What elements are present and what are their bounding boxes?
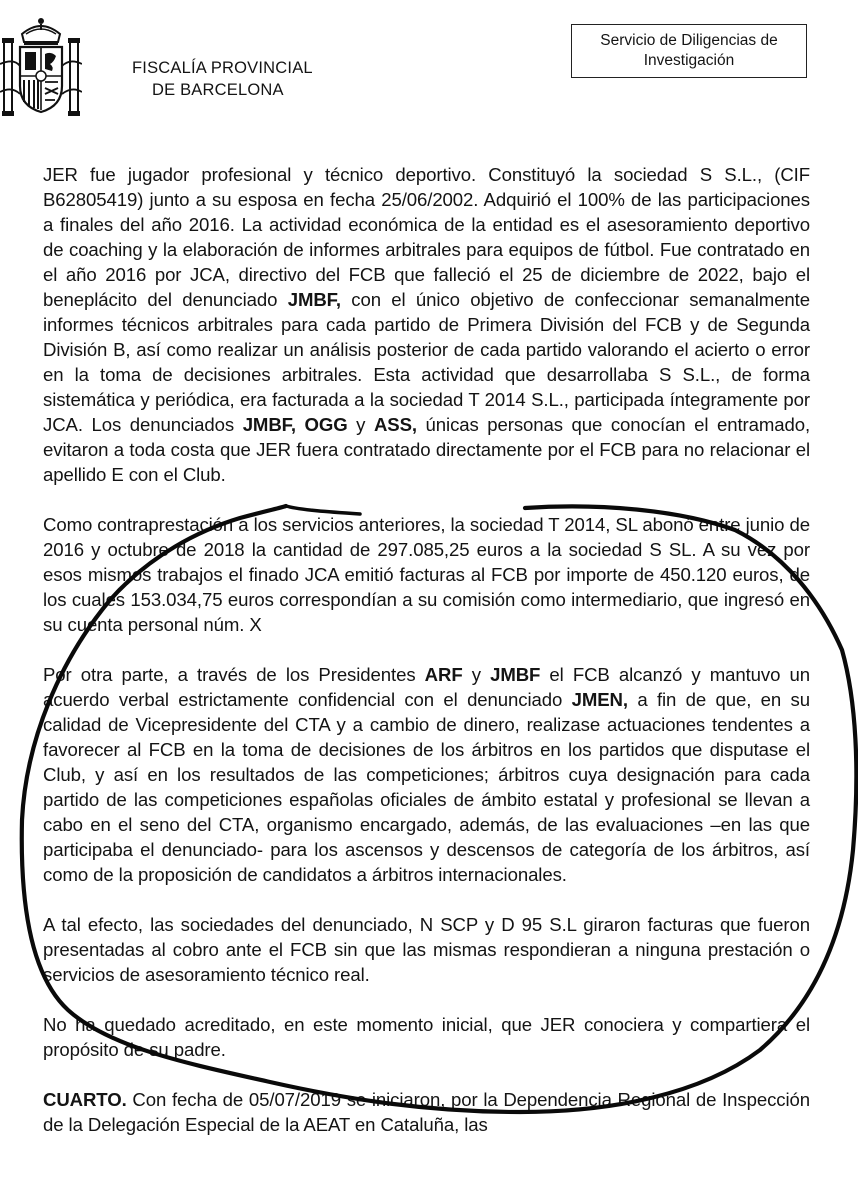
service-line-1: Servicio de Diligencias de [600, 32, 778, 49]
coat-of-arms-icon [0, 14, 82, 122]
text-segment: el FCB alcanzó y mantuvo un acuerdo verbal estrictamente confidencial con el denunciado [43, 664, 810, 710]
bold-text-segment: JMEN, [571, 689, 628, 710]
bold-text-segment: ASS, [373, 414, 417, 435]
text-segment: Por otra parte, a través de los Presidentes [43, 664, 425, 685]
office-line-1: FISCALÍA PROVINCIAL [132, 59, 313, 77]
document-body [43, 162, 810, 1162]
text-segment: No ha quedado acreditado, en este momento inicial, que JER conociera y compartiera el propósito de su padre. [43, 1014, 810, 1060]
office-line-2: DE BARCELONA [152, 81, 284, 99]
text-segment: y [462, 664, 491, 685]
service-line-2: Investigación [643, 52, 735, 69]
bold-text-segment: JMBF [490, 664, 541, 685]
body-paragraph [43, 662, 810, 887]
bold-text-segment: JMBF, [287, 289, 341, 310]
text-segment: únicas personas que conocían el entramado, evitaron a toda costa que JER fuera contratado directamente por el FCB para no relacionar el apellido E con el Club. [43, 414, 811, 485]
text-segment: a fin de que, en su calidad de Vicepresidente del CTA y a cambio de dinero, realizase actuaciones tendentes a favorecer al FCB en la toma de decisiones de los árbitros en los partidos que disputase el Club, y así en los resultados de las competiciones; árbitros cuya designación para cada partido de las competiciones españolas oficiales de ámbito estatal y profesional se llevan a cabo en el seno del CTA, organismo encargado, además, de las evaluaciones –en las que participaba el denunciado- para los ascensos y descensos de categoría de los árbitros, así como de la proposición de candidatos a árbitros internacionales. [43, 689, 810, 885]
text-segment: A tal efecto, las sociedades del denunciado, N SCP y D 95 S.L giraron facturas que fueron presentadas al cobro ante el FCB sin que las mismas respondieran a ninguna prestación o servicios de asesoramiento técnico real. [43, 914, 810, 985]
bold-text-segment: JMBF, OGG [242, 414, 348, 435]
service-box [571, 24, 807, 78]
text-segment: JER fue jugador profesional y técnico deportivo. Constituyó la sociedad S S.L., (CIF B62805419) junto a su esposa en fecha 25/06/2002. Adquirió el 100% de las participaciones a finales del año 2016. La actividad económica de la entidad es el asesoramiento deportivo de coaching y la elaboración de informes arbitrales para equipos de fútbol. Fue contratado en el año 2016 por JCA, directivo del FCB que falleció el 25 de diciembre de 2022, bajo el beneplácito del denunciado [43, 164, 810, 310]
body-paragraph [43, 512, 810, 637]
text-segment: Como contraprestación a los servicios anteriores, la sociedad T 2014, SL abonó entre junio de 2016 y octubre de 2018 la cantidad de 297.085,25 euros a la sociedad S SL. A su vez por esos mismos trabajos el finado JCA emitió facturas al FCB por importe de 450.120 euros, de los cuales 153.034,75 euros correspondían a su comisión como intermediario, que ingresó en su cuenta personal núm. X [43, 514, 810, 635]
body-paragraph [43, 162, 810, 487]
text-segment: con el único objetivo de confeccionar semanalmente informes técnicos arbitrales para cada partido de Primera División del FCB y de Segunda División B, así como realizar un análisis posterior de cada partido valorando el acierto o error en la toma de decisiones arbitrales. Esta actividad que desarrollaba S S.L., de forma sistemática y periódica, era facturada a la sociedad T 2014 S.L., participada íntegramente por JCA. Los denunciados [43, 289, 810, 435]
issuing-office [132, 57, 313, 101]
body-paragraph [43, 1087, 810, 1137]
bold-text-segment: ARF [424, 664, 463, 685]
bold-text-segment: CUARTO. [43, 1089, 127, 1110]
body-paragraph [43, 912, 810, 987]
text-segment: y [347, 414, 374, 435]
text-segment: Con fecha de 05/07/2019 se iniciaron, por la Dependencia Regional de Inspección de la Delegación Especial de la AEAT en Cataluña, las [43, 1089, 810, 1135]
body-paragraph [43, 1012, 810, 1062]
